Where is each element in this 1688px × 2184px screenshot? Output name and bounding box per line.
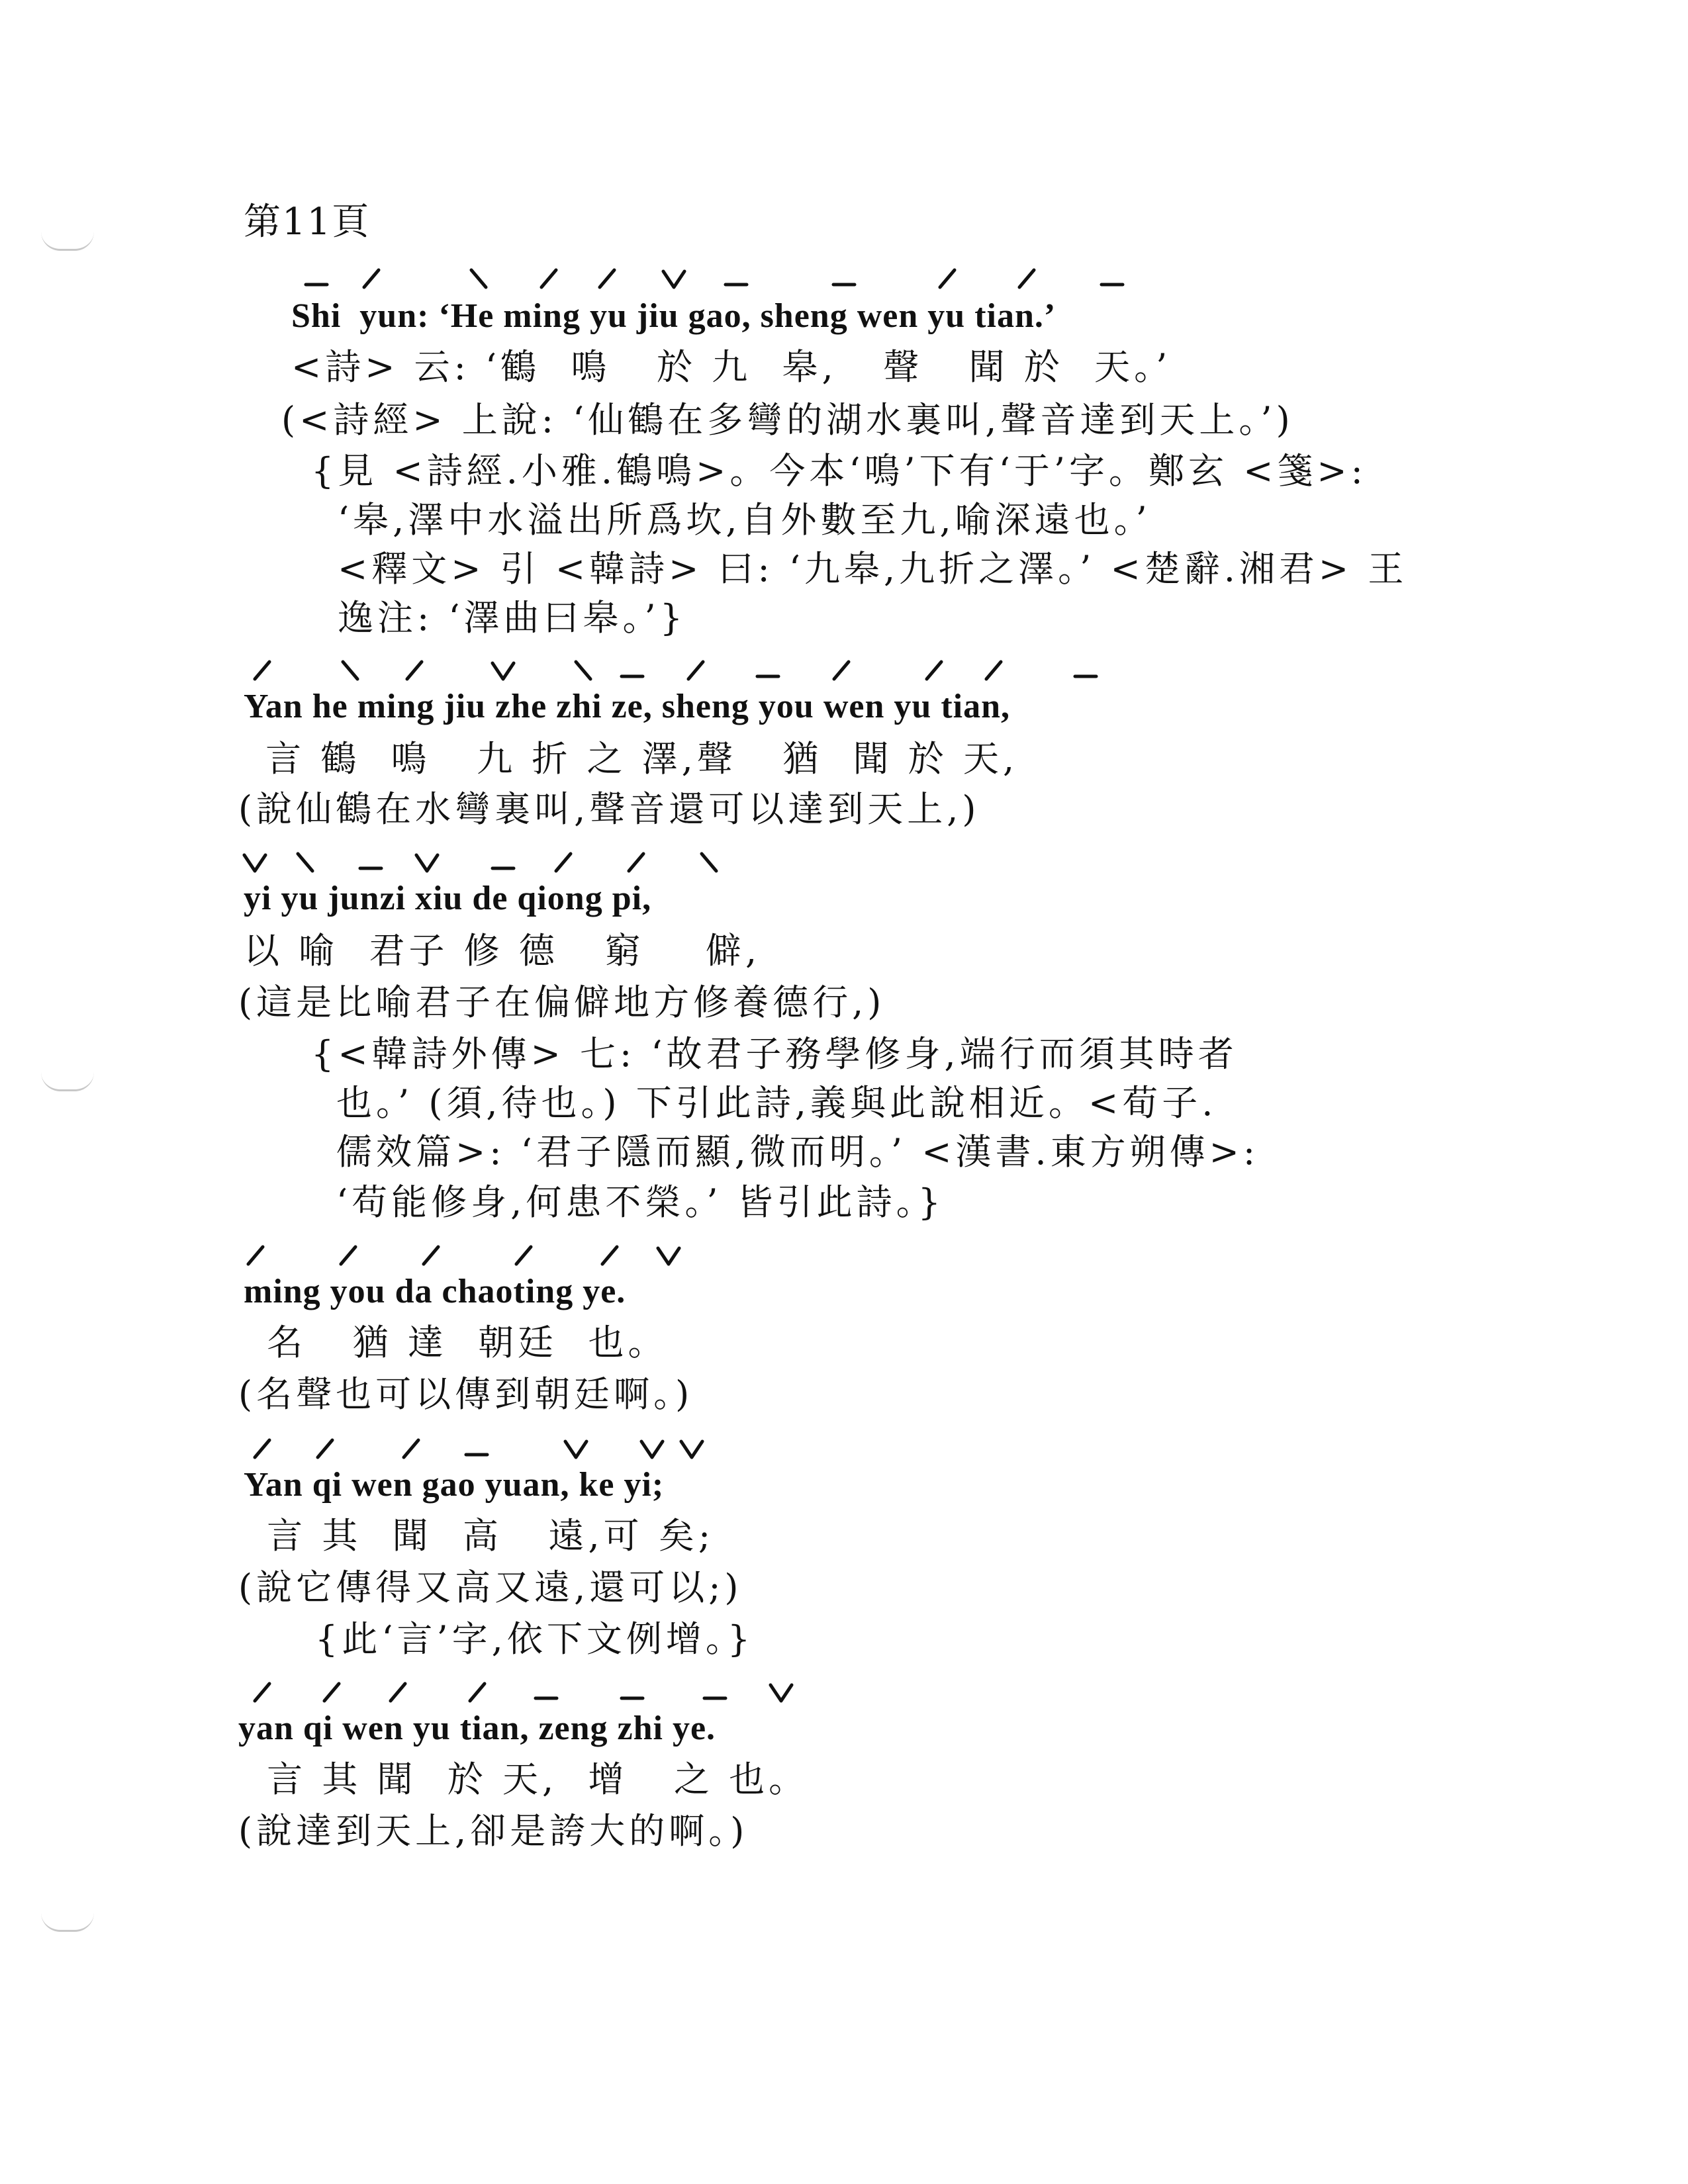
chinese-line: <詩> 云: ‘鶴 鳴 於 九 皋, 聲 聞 於 天。’ (291, 346, 1172, 388)
tone-mark-rising (404, 1440, 418, 1457)
tone-mark-row (0, 1681, 1688, 1704)
tone-mark-falling (343, 662, 357, 679)
note-line: {<韓詩外傳> 七: ‘故君子務學修身,端行而須其時者 (311, 1033, 1238, 1075)
tone-mark-rising (940, 270, 955, 287)
chinese-line: 言 其 聞 高 遠,可 矣; (252, 1515, 715, 1557)
tone-mark-dipping (658, 1248, 679, 1264)
tone-mark-dipping (771, 1685, 792, 1701)
tone-mark-rising (341, 1247, 355, 1264)
tone-mark-rising (424, 1247, 438, 1264)
note-line: ‘苟能修身,何患不榮。’ 皆引此詩。} (336, 1181, 945, 1223)
chinese-line: 言 其 聞 於 天, 增 之 也。 (252, 1758, 809, 1800)
tone-mark-falling (576, 662, 590, 679)
tone-mark-rising (516, 1247, 531, 1264)
punch-hole-mark (41, 1913, 94, 1932)
tone-mark-rising (629, 854, 643, 871)
punch-hole-mark (41, 232, 94, 251)
note-line: {見 <詩經.小雅.鶴鳴>。今本‘鳴’下有‘于’字。鄭玄 <箋>: (311, 450, 1367, 492)
tone-mark-rising (324, 1684, 339, 1701)
translation-line: (說仙鶴在水彎裏叫,聲音還可以達到天上,) (238, 788, 980, 830)
chinese-line: 名 猶 達 朝廷 也。 (252, 1322, 668, 1363)
tone-mark-falling (702, 854, 716, 871)
note-line: 儒效篇>: ‘君子隱而顯,微而明。’ <漢書.東方朔傳>: (336, 1131, 1260, 1173)
tone-mark-rising (556, 854, 571, 871)
pinyin-line: Yan he ming jiu zhe zhi ze, sheng you wen yu tian, (244, 688, 1010, 725)
pinyin-line: Shi yun: ‘He ming yu jiu gao, sheng wen yu tian.’ (291, 297, 1056, 335)
tone-mark-dipping (492, 663, 514, 679)
tone-mark-rising (364, 270, 379, 287)
tone-mark-rising (407, 662, 422, 679)
translation-line: (這是比喻君子在偏僻地方修養德行,) (238, 981, 886, 1023)
tone-mark-rising (391, 1684, 405, 1701)
tone-mark-rising (255, 1684, 269, 1701)
tone-mark-rising (255, 1440, 269, 1457)
tone-mark-dipping (681, 1441, 702, 1457)
note-line: 逸注: ‘澤曲曰皋。’} (338, 597, 687, 639)
pinyin-line: yi yu junzi xiu de qiong pi, (244, 880, 652, 917)
tone-mark-row (0, 1244, 1688, 1267)
note-line: ‘皋,澤中水溢出所爲坎,自外數至九,喻深遠也。’ (338, 499, 1151, 541)
tone-mark-dipping (641, 1441, 663, 1457)
note-line: <釋文> 引 <韓詩> 曰: ‘九皋,九折之澤。’ <楚辭.湘君> 王 (338, 548, 1408, 590)
pinyin-line: ming you da chaoting ye. (244, 1273, 626, 1310)
tone-mark-dipping (244, 855, 265, 871)
tone-mark-rising (600, 270, 614, 287)
tone-mark-row (0, 851, 1688, 874)
punch-hole-mark (41, 1072, 94, 1091)
tone-mark-rising (986, 662, 1001, 679)
tone-mark-rising (541, 270, 556, 287)
tone-mark-rising (1019, 270, 1034, 287)
tone-mark-rising (470, 1684, 485, 1701)
tone-mark-rising (927, 662, 941, 679)
translation-line: (說它傳得又高又遠,還可以;) (238, 1567, 743, 1608)
tone-mark-falling (471, 270, 486, 287)
chinese-line: 以 喻 君子 修 德 窮 僻, (244, 930, 761, 972)
tone-mark-falling (298, 854, 312, 871)
note-line: 也。’ (須,待也。) 下引此詩,義與此說相近。<荀子. (336, 1082, 1217, 1124)
translation-line: (<詩經> 上說: ‘仙鶴在多彎的湖水裏叫,聲音達到天上。’) (281, 399, 1294, 441)
tone-mark-dipping (565, 1441, 586, 1457)
tone-mark-rising (255, 662, 269, 679)
tone-mark-row (0, 1437, 1688, 1460)
tone-mark-dipping (416, 855, 438, 871)
note-line: {此‘言’字,依下文例增。} (315, 1618, 755, 1660)
tone-mark-row (0, 267, 1688, 290)
tone-mark-dipping (663, 271, 684, 287)
tone-mark-rising (602, 1247, 617, 1264)
chinese-line: 言 鶴 鳴 九 折 之 澤,聲 猶 聞 於 天, (250, 738, 1019, 780)
tone-mark-rising (318, 1440, 332, 1457)
pinyin-line: Yan qi wen gao yuan, ke yi; (244, 1466, 665, 1504)
translation-line: (說達到天上,卻是誇大的啊。) (238, 1810, 749, 1852)
translation-line: (名聲也可以傳到朝廷啊。) (238, 1373, 694, 1415)
tone-mark-rising (834, 662, 849, 679)
pinyin-line: yan qi wen yu tian, zeng zhi ye. (238, 1709, 716, 1747)
page-number: 第11頁 (244, 201, 371, 244)
tone-mark-rising (688, 662, 703, 679)
tone-mark-row (0, 659, 1688, 682)
tone-mark-rising (248, 1247, 263, 1264)
